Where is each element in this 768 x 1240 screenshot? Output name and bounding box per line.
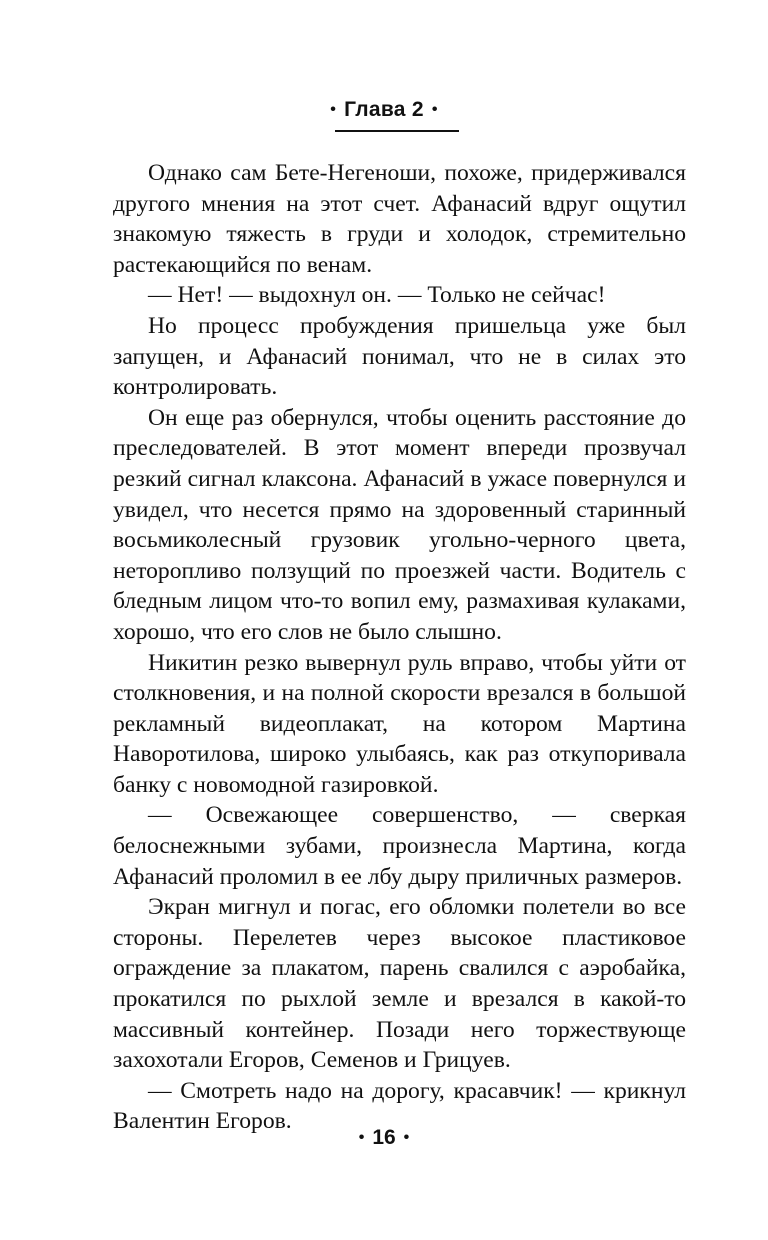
header-bullet-left: • <box>330 101 337 118</box>
paragraph: Никитин резко вывернул руль вправо, чтобы уйти от столкновения, и на полной скорости врезался в большой рекламный видеоплакат, на котором Мартина Наворотилова, широко улыбаясь, как раз откупоривала банку с новомодной газировкой. <box>113 649 686 798</box>
paragraph: — Смотреть надо на дорогу, красавчик! — крикнул Валентин Егоров. <box>113 1077 686 1135</box>
body-text <box>113 158 686 1137</box>
paragraph: Экран мигнул и погас, его обломки полетели во все стороны. Перелетев через высокое пластиковое ограждение за плакатом, парень свалился с аэробайка, прокатился по рыхлой земле и врезался в какой-то массивный контейнер. Позади него торжествующе захохотали Егоров, Семенов и Грицуев. <box>113 894 686 1074</box>
page-footer <box>0 1126 768 1150</box>
paragraph: Но процесс пробуждения пришельца уже был запущен, и Афанасий понимал, что не в силах это контролировать. <box>113 312 686 401</box>
chapter-title: Глава 2 <box>344 98 424 121</box>
paragraph: — Освежающее совершенство, — сверкая белоснежными зубами, произнесла Мартина, когда Афанасий проломил в ее лбу дыру приличных размеров. <box>113 802 686 890</box>
running-header <box>0 98 768 122</box>
footer-bullet-right: • <box>403 1129 410 1146</box>
header-underline <box>335 130 459 132</box>
page-number: 16 <box>372 1126 396 1149</box>
paragraph: Он еще раз обернулся, чтобы оценить расстояние до преследователей. В этот момент впереди прозвучал резкий сигнал клаксона. Афанасий в ужасе повернулся и увидел, что несется прямо на здоровенный старинный восьмиколесный грузовик угольно-черного цвета, неторопливо ползущий по проезжей части. Водитель с бледным лицом что-то вопил ему, размахивая кулаками, хорошо, что его слов не было слышно. <box>113 404 686 645</box>
footer-bullet-left: • <box>358 1129 365 1146</box>
header-bullet-right: • <box>431 101 438 118</box>
paragraph: — Нет! — выдохнул он. — Только не сейчас! <box>148 282 606 309</box>
paragraph: Однако сам Бете-Негеноши, похоже, придерживался другого мнения на этот счет. Афанасий вдруг ощутил знакомую тяжесть в груди и холодок, стремительно растекающийся по венам. <box>113 160 686 278</box>
